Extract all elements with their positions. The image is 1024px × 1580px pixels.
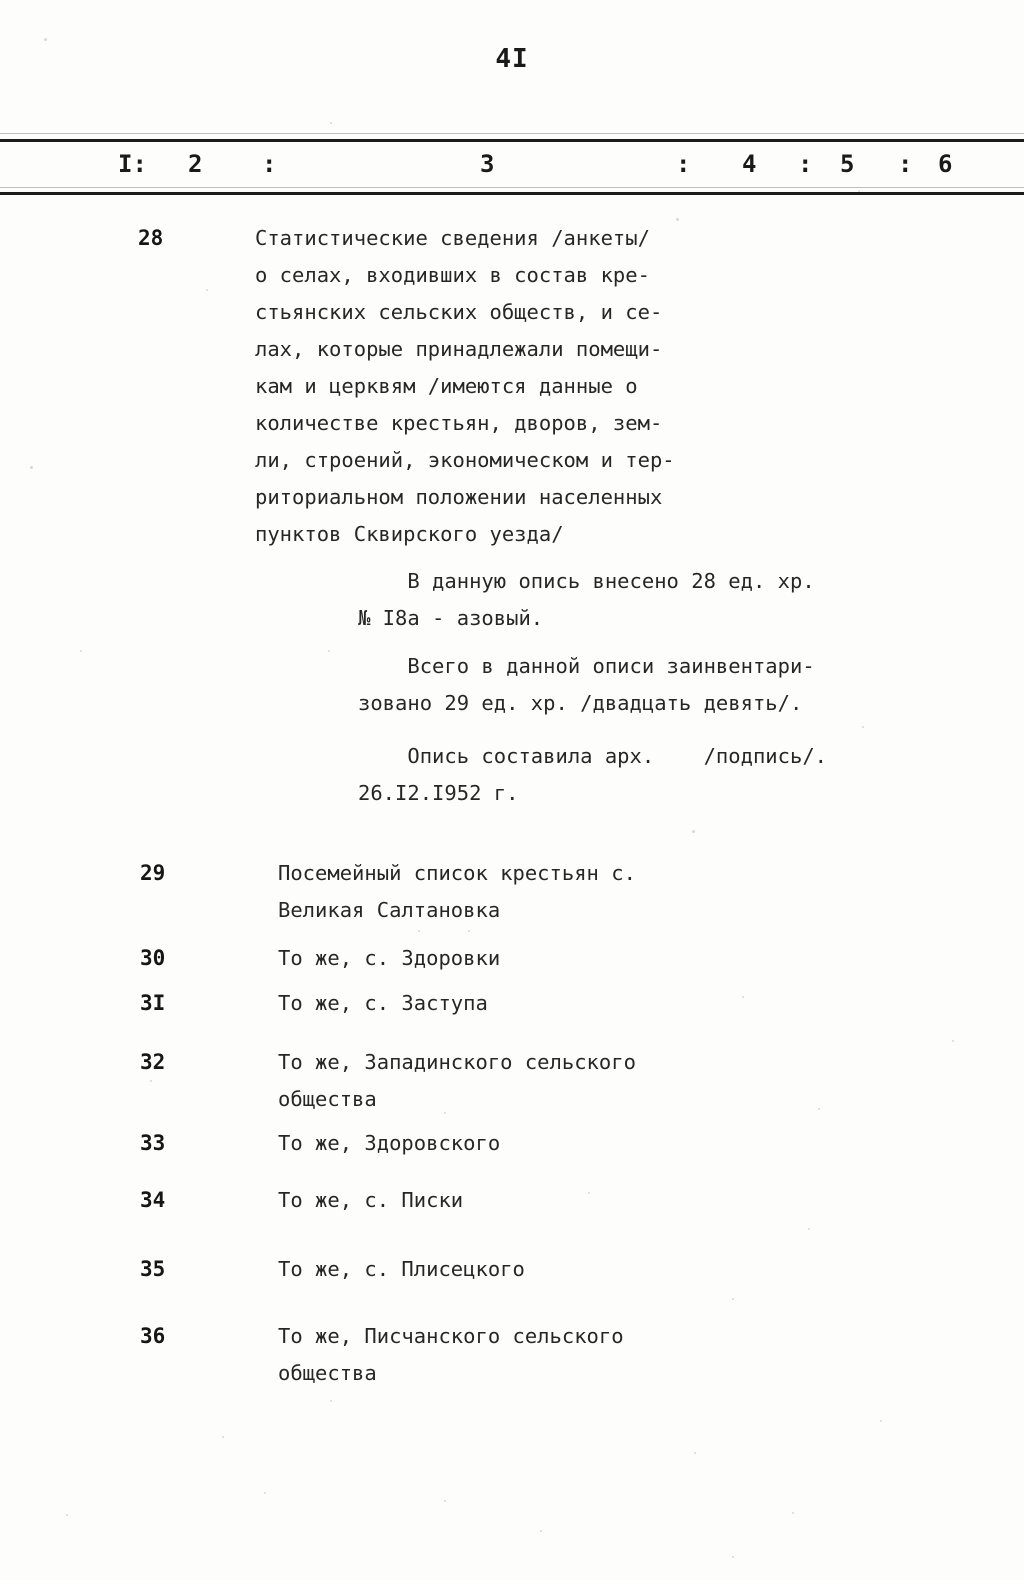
entry-description bbox=[278, 940, 500, 977]
entry-number: 30 bbox=[140, 946, 166, 970]
entry-line: лах, которые принадлежали помещи- bbox=[255, 337, 663, 361]
scan-speckle bbox=[676, 218, 679, 221]
scan-speckle bbox=[880, 1420, 882, 1422]
signature-line: Опись составила арх. /подпись/. bbox=[358, 744, 827, 768]
summary-paragraph-signature bbox=[358, 738, 827, 812]
entry-line: риториальном положении населенных bbox=[255, 485, 663, 509]
entry-line: общества bbox=[278, 1087, 377, 1111]
summary-line: В данную опись внесено 28 ед. хр. bbox=[358, 569, 815, 593]
scan-speckle bbox=[44, 38, 47, 41]
table-rule-hairline-top bbox=[0, 133, 1024, 134]
scan-speckle bbox=[328, 650, 330, 652]
entry-number: 29 bbox=[140, 861, 166, 885]
entry-line: То же, с. Заступа bbox=[278, 991, 488, 1015]
scan-speckle bbox=[792, 1512, 794, 1514]
entry-description bbox=[278, 1318, 624, 1392]
summary-paragraph-units-entered bbox=[358, 563, 815, 637]
entry-line: о селах, входивших в состав кре- bbox=[255, 263, 650, 287]
column-separator-3: : bbox=[676, 150, 691, 178]
page-number: 4I bbox=[495, 44, 529, 74]
entry-description bbox=[278, 1044, 636, 1118]
scan-speckle bbox=[742, 996, 744, 998]
entry-description bbox=[278, 1125, 500, 1162]
entry-line: пунктов Сквирского уезда/ bbox=[255, 522, 564, 546]
entry-number: 36 bbox=[140, 1324, 166, 1348]
table-rule-bottom bbox=[0, 192, 1024, 195]
entry-line: кам и церквям /имеются данные о bbox=[255, 374, 638, 398]
summary-line: Всего в данной описи заинвентари- bbox=[358, 654, 815, 678]
table-column-header-row bbox=[0, 150, 1024, 190]
entry-line: То же, Писчанского сельского bbox=[278, 1324, 624, 1348]
scan-speckle bbox=[732, 1556, 734, 1558]
entry-description bbox=[278, 985, 488, 1022]
entry-number: 33 bbox=[140, 1131, 166, 1155]
scan-speckle bbox=[66, 1514, 68, 1516]
column-header-4: 4 bbox=[742, 150, 757, 178]
summary-line: зовано 29 ед. хр. /двадцать девять/. bbox=[358, 691, 803, 715]
entry-line: То же, с. Плисецкого bbox=[278, 1257, 525, 1281]
entry-line: Статистические сведения /анкеты/ bbox=[255, 226, 650, 250]
column-header-5: 5 bbox=[840, 150, 855, 178]
scan-speckle bbox=[862, 726, 864, 728]
summary-paragraph-total-inventoried bbox=[358, 648, 815, 722]
scan-speckle bbox=[468, 930, 470, 932]
column-separator-5: : bbox=[898, 150, 913, 178]
scan-speckle bbox=[808, 1228, 810, 1230]
scan-speckle bbox=[80, 650, 82, 652]
scan-speckle bbox=[222, 1436, 224, 1438]
column-header-2: 2 bbox=[188, 150, 203, 178]
entry-number: 28 bbox=[138, 226, 164, 250]
entry-number: 34 bbox=[140, 1188, 166, 1212]
entry-line: Великая Салтановка bbox=[278, 898, 501, 922]
column-header-1: I: bbox=[118, 150, 147, 178]
scan-speckle bbox=[418, 930, 420, 932]
summary-line: № I8а - азовый. bbox=[358, 606, 544, 630]
entry-line: То же, Здоровского bbox=[278, 1131, 501, 1155]
column-header-3: 3 bbox=[480, 150, 495, 178]
entry-line: То же, с. Здоровки bbox=[278, 946, 501, 970]
entry-line: стьянских сельских обществ, и се- bbox=[255, 300, 663, 324]
entry-number: 32 bbox=[140, 1050, 166, 1074]
entry-description bbox=[278, 1251, 525, 1288]
scan-speckle bbox=[540, 1530, 542, 1532]
scan-speckle bbox=[330, 1400, 332, 1402]
entry-line: общества bbox=[278, 1361, 377, 1385]
scan-speckle bbox=[952, 1040, 954, 1042]
entry-line: То же, Западинского сельского bbox=[278, 1050, 636, 1074]
entry-number: 35 bbox=[140, 1257, 166, 1281]
scan-speckle bbox=[732, 1298, 734, 1300]
column-header-6: 6 bbox=[938, 150, 953, 178]
column-separator-2: : bbox=[262, 150, 277, 178]
entry-description bbox=[278, 855, 636, 929]
entry-description bbox=[255, 220, 675, 553]
entry-line: Посемейный список крестьян с. bbox=[278, 861, 636, 885]
entry-line: ли, строений, экономическом и тер- bbox=[255, 448, 675, 472]
entry-line: То же, с. Писки bbox=[278, 1188, 464, 1212]
entry-line: количестве крестьян, дворов, зем- bbox=[255, 411, 663, 435]
entry-number: 3I bbox=[140, 991, 166, 1015]
scan-speckle bbox=[30, 466, 33, 469]
scan-speckle bbox=[444, 1500, 446, 1502]
entry-description bbox=[278, 1182, 463, 1219]
scan-speckle bbox=[694, 1452, 696, 1454]
table-rule-top bbox=[0, 139, 1024, 142]
scan-speckle bbox=[818, 1108, 820, 1110]
scan-speckle bbox=[206, 289, 208, 291]
scan-speckle bbox=[692, 830, 695, 833]
scan-speckle bbox=[588, 1192, 590, 1194]
column-separator-4: : bbox=[798, 150, 813, 178]
scan-speckle bbox=[330, 122, 332, 124]
date-line: 26.I2.I952 г. bbox=[358, 781, 519, 805]
scan-speckle bbox=[264, 1492, 266, 1494]
